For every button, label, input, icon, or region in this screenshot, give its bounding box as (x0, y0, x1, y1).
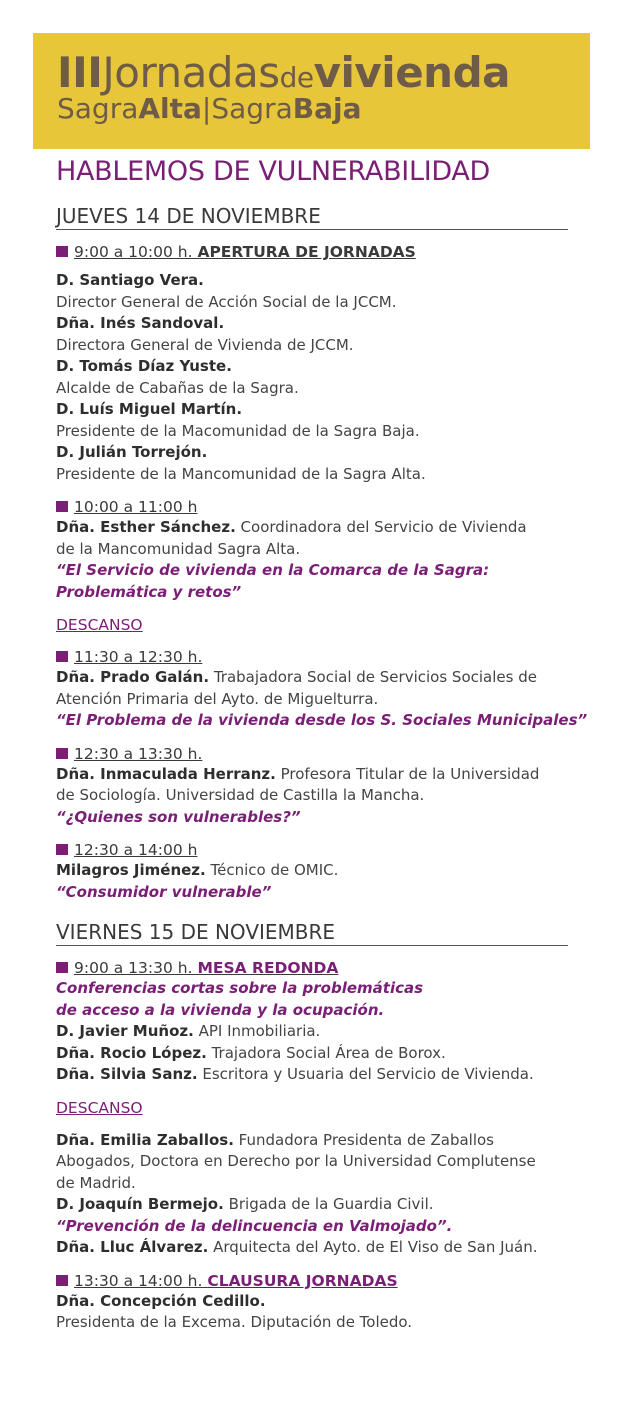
speaker-role: Arquitecta del Ayto. de El Viso de San Juán. (213, 1238, 538, 1256)
speaker-role: Presidente de la Macomunidad de la Sagra Baja. (56, 421, 420, 440)
speaker-role-cont: de Madrid. (56, 1173, 136, 1192)
session-2-body (56, 517, 568, 603)
banner-sagra-2: Sagra (211, 92, 293, 125)
speaker-name: Dña. Inmaculada Herranz. (56, 764, 276, 783)
session-1-time (56, 242, 568, 262)
speaker-role: Trajadora Social Área de Borox. (211, 1043, 446, 1062)
square-bullet-icon (56, 962, 68, 973)
speaker-name: Dña. Emilia Zaballos. (56, 1130, 234, 1149)
speaker-role-cont: de Sociología. Universidad de Castilla la Mancha. (56, 786, 425, 804)
session-3-time (56, 647, 568, 667)
speaker-role: Presidente de la Mancomunidad de la Sagra Alta. (56, 464, 426, 483)
speaker-name: Dña. Esther Sánchez. (56, 518, 236, 536)
session-5-time (56, 840, 568, 860)
speaker-role: Brigada de la Guardia Civil. (228, 1195, 434, 1213)
session-time: 11:30 a 12:30 h. (74, 648, 203, 666)
session-time: 9:00 a 10:00 h. (74, 243, 193, 261)
break-label: DESCANSO (56, 616, 143, 634)
talk-title: Conferencias cortas sobre la problemáticas (56, 979, 424, 997)
speaker-role-cont: de la Mancomunidad Sagra Alta. (56, 539, 301, 558)
square-bullet-icon (56, 501, 68, 512)
session-title: CLAUSURA JORNADAS (207, 1271, 398, 1290)
speaker-name: Dña. Inés Sandoval. (56, 314, 225, 332)
speaker-role-cont: Atención Primaria del Ayto. de Miguelturra. (56, 689, 379, 708)
session-6-body (56, 978, 568, 1086)
banner-roman-numeral: III (57, 48, 103, 97)
speaker-name: Dña. Concepción Cedillo. (56, 1291, 266, 1310)
session-time: 9:00 a 13:30 h. (74, 959, 193, 977)
speaker-name: D. Javier Muñoz. (56, 1022, 194, 1040)
square-bullet-icon (56, 651, 68, 662)
day-1-heading: JUEVES 14 DE NOVIEMBRE (56, 203, 568, 230)
speaker-name: Dña. Rocio López. (56, 1043, 207, 1062)
session-2-time (56, 497, 568, 517)
talk-title: “El Problema de la vivienda desde los S. Sociales Municipales” (56, 711, 588, 729)
session-time: 12:30 a 14:00 h (74, 841, 198, 859)
speaker-name: Dña. Silvia Sanz. (56, 1065, 198, 1083)
break-label: DESCANSO (56, 1098, 143, 1117)
speaker-name: D. Julián Torrejón. (56, 443, 208, 461)
talk-title: “El Servicio de vivienda en la Comarca de la Sagra: (56, 561, 490, 579)
speaker-name: Dña. Lluc Álvarez. (56, 1238, 209, 1256)
session-time: 10:00 a 11:00 h (74, 498, 198, 516)
speaker-role: Técnico de OMIC. (210, 861, 339, 879)
session-4-body (56, 764, 568, 829)
speaker-name: Milagros Jiménez. (56, 861, 206, 879)
header-banner (33, 33, 590, 149)
banner-de: de (279, 61, 314, 94)
banner-baja: Baja (292, 92, 362, 125)
talk-title-cont: de acceso a la vivienda y la ocupación. (56, 1000, 385, 1019)
session-6-time (56, 958, 568, 978)
square-bullet-icon (56, 1275, 68, 1286)
banner-vivienda: vivienda (313, 48, 510, 97)
session-4-time (56, 744, 568, 764)
session-7-body (56, 1130, 568, 1259)
speaker-role: Director General de Acción Social de la JCCM. (56, 292, 397, 311)
speaker-role: Coordinadora del Servicio de Vivienda (240, 518, 527, 536)
talk-title: “¿Quienes son vulnerables?” (56, 807, 301, 826)
square-bullet-icon (56, 748, 68, 759)
program-content (56, 150, 588, 1334)
speaker-name: D. Santiago Vera. (56, 271, 204, 289)
banner-separator: | (201, 92, 212, 125)
speaker-role: Directora General de Vivienda de JCCM. (56, 335, 354, 354)
page-title: HABLEMOS DE VULNERABILIDAD (56, 156, 491, 187)
speaker-name: D. Tomás Díaz Yuste. (56, 357, 232, 375)
session-5-body (56, 860, 568, 903)
talk-title: “Prevención de la delincuencia en Valmojado”. (56, 1216, 453, 1235)
speaker-role-cont: Abogados, Doctora en Derecho por la Universidad Complutense (56, 1152, 536, 1170)
speaker-role: Trabajadora Social de Servicios Sociales de (213, 668, 537, 686)
speaker-role: Profesora Titular de la Universidad (280, 764, 540, 783)
session-time: 12:30 a 13:30 h. (74, 744, 203, 763)
speaker-name: D. Luís Miguel Martín. (56, 400, 243, 418)
banner-sagra-1: Sagra (57, 92, 139, 125)
session-title: APERTURA DE JORNADAS (197, 243, 416, 261)
square-bullet-icon (56, 844, 68, 855)
banner-jornadas: Jornadas (102, 48, 280, 97)
session-title: MESA REDONDA (197, 959, 339, 977)
day-2-heading: VIERNES 15 DE NOVIEMBRE (56, 919, 568, 946)
speaker-role: Fundadora Presidenta de Zaballos (238, 1130, 494, 1149)
square-bullet-icon (56, 246, 68, 257)
session-time: 13:30 a 14:00 h. (74, 1271, 203, 1290)
speaker-name: Dña. Prado Galán. (56, 668, 210, 686)
speaker-list (56, 270, 568, 485)
session-3-body (56, 667, 588, 732)
speaker-role: API Inmobiliaria. (198, 1022, 321, 1040)
banner-subtitle (57, 93, 361, 125)
talk-title: “Consumidor vulnerable” (56, 882, 272, 901)
speaker-role: Escritora y Usuaria del Servicio de Vivienda. (202, 1065, 534, 1083)
speaker-name: D. Joaquín Bermejo. (56, 1195, 224, 1213)
banner-alta: Alta (138, 92, 202, 125)
session-8-body (56, 1291, 568, 1334)
speaker-role: Presidenta de la Excema. Diputación de Toledo. (56, 1313, 413, 1331)
talk-title-cont: Problemática y retos” (56, 582, 242, 601)
speaker-role: Alcalde de Cabañas de la Sagra. (56, 378, 299, 397)
session-8-time (56, 1271, 568, 1291)
